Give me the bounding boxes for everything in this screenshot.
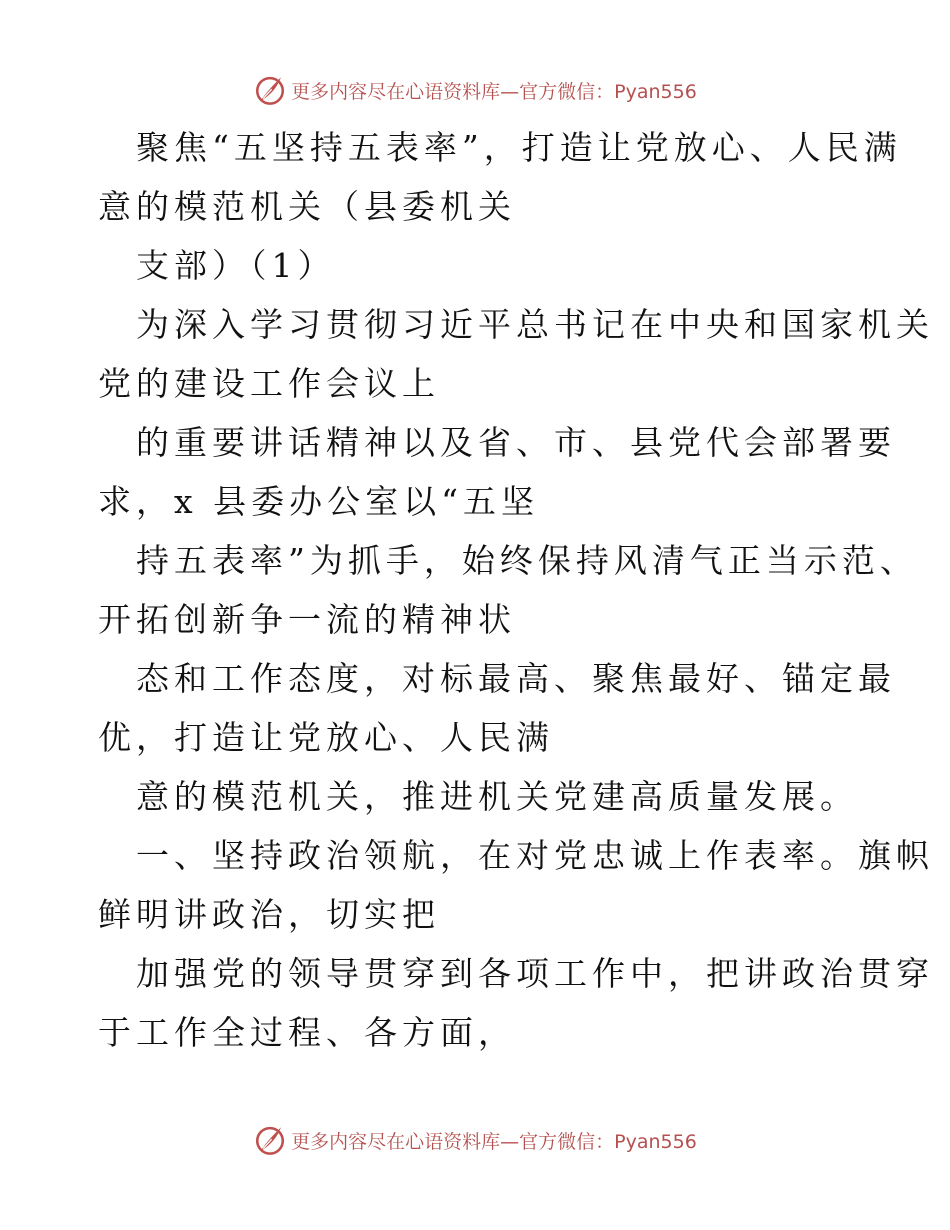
document-line: 意的模范机关（县委机关 — [98, 187, 516, 226]
document-line: 求，x 县委办公室以“五坚 — [98, 482, 539, 521]
footer-watermark-banner — [0, 1120, 950, 1160]
document-line: 一、坚持政治领航，在对党忠诚上作表率。旗帜 — [136, 836, 934, 875]
document-line: 加强党的领导贯穿到各项工作中，把讲政治贯穿 — [136, 954, 934, 993]
header-watermark-text: 更多内容尽在心语资料库—官方微信：Pyan556 — [291, 80, 697, 103]
document-line: 优，打造让党放心、人民满 — [98, 718, 554, 757]
document-line: 鲜明讲政治，切实把 — [98, 895, 440, 934]
quill-logo-icon — [253, 73, 287, 107]
header-watermark-banner — [0, 70, 950, 110]
footer-watermark-text: 更多内容尽在心语资料库—官方微信：Pyan556 — [291, 1130, 697, 1153]
document-line: 开拓创新争一流的精神状 — [98, 600, 516, 639]
document-line: 支部）（1） — [136, 246, 336, 285]
document-line: 党的建设工作会议上 — [98, 364, 440, 403]
document-line: 持五表率”为抓手，始终保持风清气正当示范、 — [136, 541, 918, 580]
document-body — [98, 118, 934, 1062]
quill-logo-icon — [253, 1123, 287, 1157]
document-line: 聚焦“五坚持五表率”，打造让党放心、人民满 — [136, 128, 902, 167]
document-line: 意的模范机关，推进机关党建高质量发展。 — [136, 777, 858, 816]
document-line: 的重要讲话精神以及省、市、县党代会部署要 — [136, 423, 896, 462]
document-line: 于工作全过程、各方面， — [98, 1013, 516, 1052]
document-line: 态和工作态度，对标最高、聚焦最好、锚定最 — [136, 659, 896, 698]
document-line: 为深入学习贯彻习近平总书记在中央和国家机关 — [136, 305, 934, 344]
